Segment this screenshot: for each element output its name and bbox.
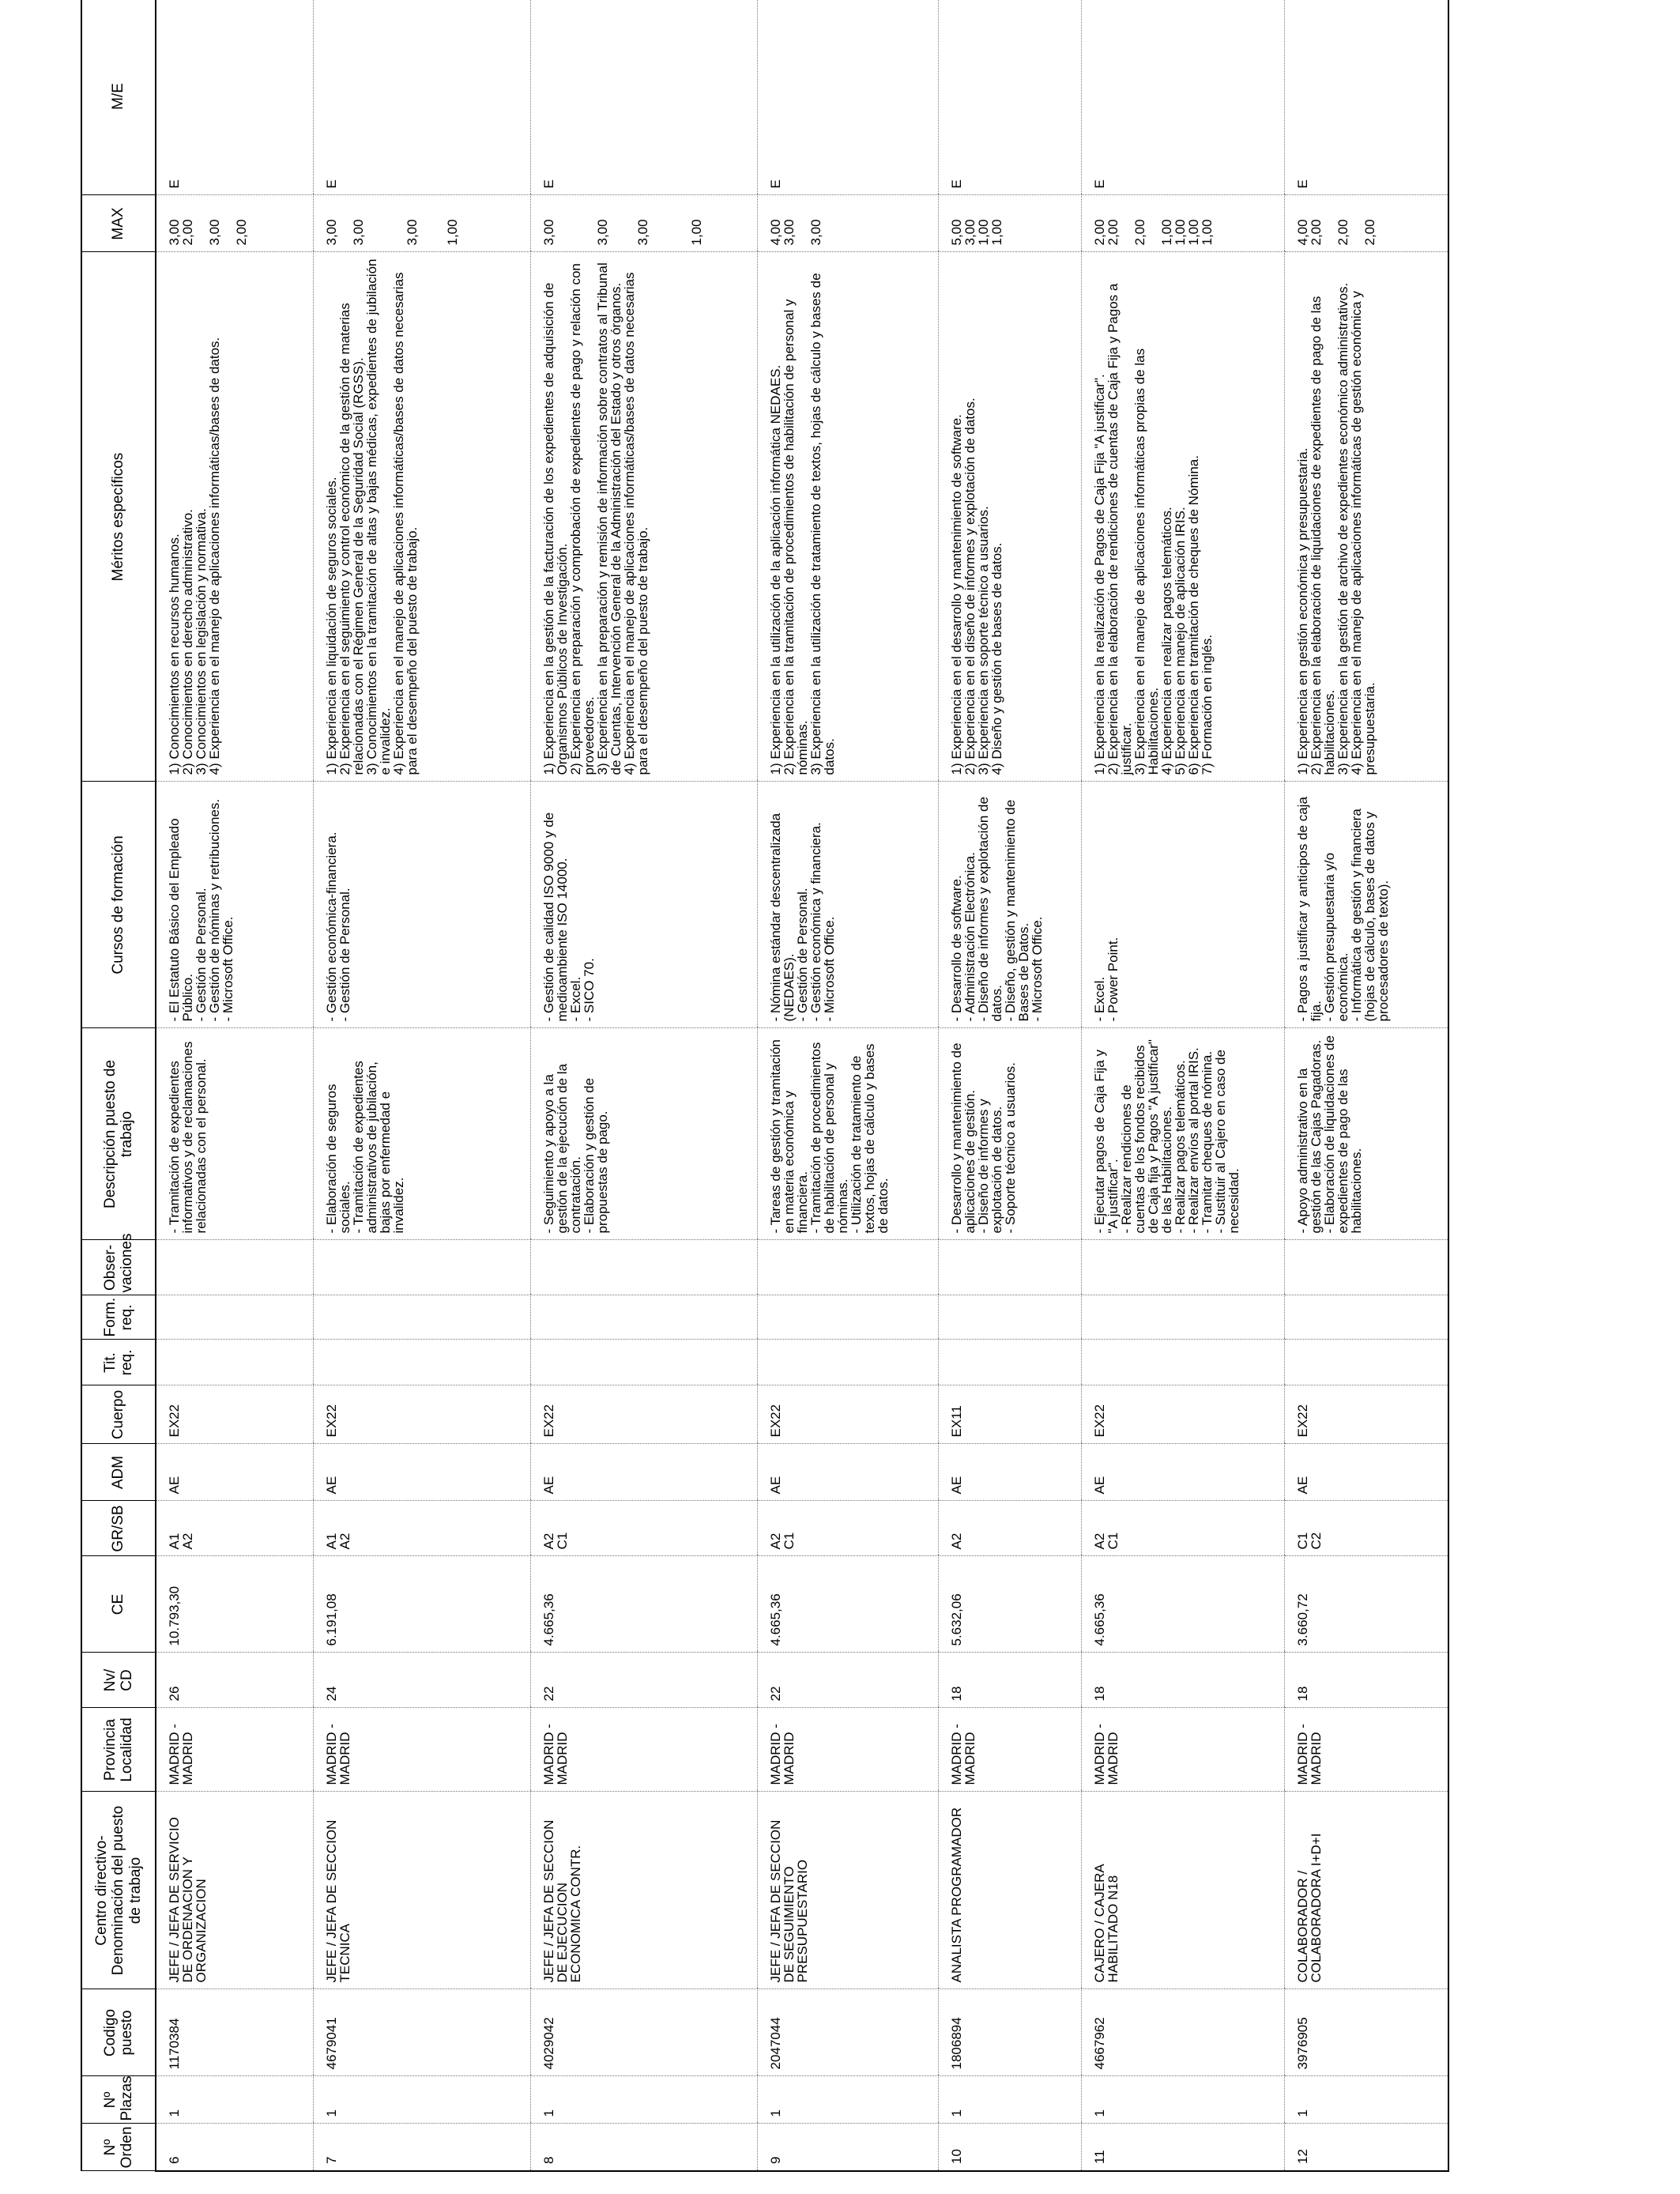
cell-descripcion: - Tareas de gestión y tramitación en materia económica y financiera. - Tramitación de procedimientos de habilitación de personal y nóminas. - Utilización de tratamiento de textos, hojas de cálculo y bases de datos. bbox=[758, 1028, 939, 1240]
cell-nivel: 24 bbox=[314, 1653, 531, 1708]
cell-max: 3,00 3,00 3,00 1,00 bbox=[531, 195, 758, 252]
cell-codigo: 1170384 bbox=[156, 1989, 314, 2076]
cell-descripcion: - Seguimiento y apoyo a la gestión de la ejecución de la contratación. - Elaboración y gestión de propuestas de pago. bbox=[531, 1028, 758, 1240]
cell-provincia: MADRID - MADRID bbox=[939, 1708, 1082, 1792]
cell-nivel: 18 bbox=[1082, 1653, 1285, 1708]
cell-me: E bbox=[758, 0, 939, 195]
job-vacancies-table bbox=[81, 0, 1449, 2172]
cell-provincia: MADRID - MADRID bbox=[1285, 1708, 1449, 1792]
cell-denominacion: ANALISTA PROGRAMADOR bbox=[939, 1792, 1082, 1989]
cell-max: 3,00 2,00 3,00 2,00 bbox=[156, 195, 314, 252]
cell-descripcion: - Tramitación de expedientes informativos y de reclamaciones relacionadas con el personal. bbox=[156, 1028, 314, 1240]
cell-codigo: 4029042 bbox=[531, 1989, 758, 2076]
cell-plazas: 1 bbox=[758, 2076, 939, 2124]
cell-max: 3,00 3,00 3,00 1,00 bbox=[314, 195, 531, 252]
cell-form bbox=[758, 1295, 939, 1340]
cell-meritos: 1) Experiencia en gestión económica y presupuestaria. 2) Experiencia en la elaboración de liquidaciones de expedientes de pago de las habilitaciones. 3) Experiencia en la gestión de archivo de expedientes económico administrativos. 4) Experiencia en el manejo de aplicaciones informáticas de gestión económica y presupuestaria. bbox=[1285, 252, 1449, 782]
cell-cuerpo: EX22 bbox=[156, 1385, 314, 1444]
cell-orden: 12 bbox=[1285, 2124, 1449, 2171]
cell-max: 5,00 3,00 1,00 1,00 bbox=[939, 195, 1082, 252]
cell-cursos: - Desarrollo de software. - Administración Electrónica. - Diseño de informes y explotación de datos. - Diseño, gestión y mantenimiento de Bases de Datos. - Microsoft Office. bbox=[939, 782, 1082, 1028]
header-grsb: GR/SB bbox=[81, 1501, 156, 1556]
cell-me: E bbox=[531, 0, 758, 195]
cell-plazas: 1 bbox=[314, 2076, 531, 2124]
cell-obs bbox=[1285, 1240, 1449, 1295]
cell-denominacion: JEFE / JEFA DE SECCION DE SEGUIMIENTO PRESUPUESTARIO bbox=[758, 1792, 939, 1989]
cell-obs bbox=[314, 1240, 531, 1295]
table-row bbox=[758, 0, 939, 2171]
cell-cursos: - Gestión económica-financiera. - Gestión de Personal. bbox=[314, 782, 531, 1028]
header-meritos: Méritos específicos bbox=[81, 252, 156, 782]
header-row bbox=[81, 0, 156, 2171]
cell-max: 4,00 3,00 3,00 bbox=[758, 195, 939, 252]
cell-ce: 4.665,36 bbox=[758, 1556, 939, 1653]
table-row bbox=[314, 0, 531, 2171]
cell-orden: 9 bbox=[758, 2124, 939, 2171]
cell-meritos: 1) Experiencia en liquidación de seguros sociales. 2) Experiencia en el seguimiento y control económico de la gestión de materias relacionadas con el Régimen General de la Seguridad Social (RGSS). 3) Conocimientos en la tramitación de altas y bajas médicas, expedientes de jubilación e invalidez. 4) Experiencia en el manejo de aplicaciones informáticas/bases de datos necesarias para el desempeño del puesto de trabajo. bbox=[314, 252, 531, 782]
cell-provincia: MADRID - MADRID bbox=[1082, 1708, 1285, 1792]
table-row bbox=[531, 0, 758, 2171]
cell-descripcion: - Desarrollo y mantenimiento de aplicaciones de gestión. - Diseño de informes y explotación de datos. - Soporte técnico a usuarios. bbox=[939, 1028, 1082, 1240]
cell-adm: AE bbox=[758, 1444, 939, 1501]
cell-codigo: 4679041 bbox=[314, 1989, 531, 2076]
cell-obs bbox=[758, 1240, 939, 1295]
cell-form bbox=[156, 1295, 314, 1340]
cell-nivel: 22 bbox=[758, 1653, 939, 1708]
cell-ce: 5.632,06 bbox=[939, 1556, 1082, 1653]
cell-nivel: 18 bbox=[939, 1653, 1082, 1708]
header-adm: ADM bbox=[81, 1444, 156, 1501]
cell-plazas: 1 bbox=[156, 2076, 314, 2124]
header-obs: Obser- vaciones bbox=[81, 1240, 156, 1295]
header-cursos: Cursos de formación bbox=[81, 782, 156, 1028]
cell-grsb: A2 bbox=[939, 1501, 1082, 1556]
cell-grsb: C1 C2 bbox=[1285, 1501, 1449, 1556]
header-codigo: Codigo puesto bbox=[81, 1989, 156, 2076]
cell-meritos: 1) Experiencia en la gestión de la facturación de los expedientes de adquisición de Organismos Públicos de Investigación. 2) Experiencia en preparación y comprobación de expedientes de pago y relación con proveedores. 3) Experiencia en la preparación y remisión de información sobre contratos al Tribunal de Cuentas, Intervención General de la Administración del Estado y otros órganos. 4) Experiencia en el manejo de aplicaciones informáticas/bases de datos necesarias para el desempeño del puesto de trabajo. bbox=[531, 252, 758, 782]
header-provincia: Provincia Localidad bbox=[81, 1708, 156, 1792]
table-row bbox=[156, 0, 314, 2171]
cell-provincia: MADRID - MADRID bbox=[758, 1708, 939, 1792]
cell-orden: 6 bbox=[156, 2124, 314, 2171]
cell-ce: 3.660,72 bbox=[1285, 1556, 1449, 1653]
header-tit: Tit. req. bbox=[81, 1340, 156, 1385]
cell-plazas: 1 bbox=[531, 2076, 758, 2124]
cell-form bbox=[314, 1295, 531, 1340]
cell-orden: 7 bbox=[314, 2124, 531, 2171]
cell-grsb: A1 A2 bbox=[156, 1501, 314, 1556]
cell-tit bbox=[531, 1340, 758, 1385]
cell-provincia: MADRID - MADRID bbox=[314, 1708, 531, 1792]
cell-grsb: A2 C1 bbox=[1082, 1501, 1285, 1556]
header-me: M/E bbox=[81, 0, 156, 195]
cell-max: 2,00 2,00 2,00 1,00 1,00 1,00 1,00 bbox=[1082, 195, 1285, 252]
cell-cursos: - Gestión de calidad ISO 9000 y de medioambiente ISO 14000. - Excel. - SICO 70. bbox=[531, 782, 758, 1028]
cell-me: E bbox=[314, 0, 531, 195]
cell-denominacion: CAJERO / CAJERA HABILITADO N18 bbox=[1082, 1792, 1285, 1989]
cell-plazas: 1 bbox=[939, 2076, 1082, 2124]
cell-provincia: MADRID - MADRID bbox=[156, 1708, 314, 1792]
cell-adm: AE bbox=[1082, 1444, 1285, 1501]
cell-cuerpo: EX22 bbox=[758, 1385, 939, 1444]
cell-nivel: 22 bbox=[531, 1653, 758, 1708]
cell-descripcion: - Ejecutar pagos de Caja Fija y "A justificar". - Realizar rendiciones de cuentas de los fondos recibidos de Caja fija y Pagos "A justificar" de las Habilitaciones. - Realizar pagos telemáticos. - Realizar envíos al portal IRIS. - Tramitar cheques de nómina. - Sustituir al Cajero en caso de necesidad. bbox=[1082, 1028, 1285, 1240]
cell-cuerpo: EX22 bbox=[1285, 1385, 1449, 1444]
cell-cursos: - Excel. - Power Point. bbox=[1082, 782, 1285, 1028]
cell-adm: AE bbox=[314, 1444, 531, 1501]
cell-meritos: 1) Conocimientos en recursos humanos. 2) Conocimientos en derecho administrativo. 3) Conocimientos en legislación y normativa. 4) Experiencia en el manejo de aplicaciones informáticas/bases de datos. bbox=[156, 252, 314, 782]
cell-tit bbox=[758, 1340, 939, 1385]
cell-form bbox=[939, 1295, 1082, 1340]
cell-cursos: - Nómina estándar descentralizada (NEDAES). - Gestión de Personal. - Gestión económica y financiera. - Microsoft Office. bbox=[758, 782, 939, 1028]
header-form: Form. req. bbox=[81, 1295, 156, 1340]
cell-codigo: 2047044 bbox=[758, 1989, 939, 2076]
cell-denominacion: JEFE / JEFA DE SECCION TECNICA bbox=[314, 1792, 531, 1989]
cell-tit bbox=[156, 1340, 314, 1385]
cell-plazas: 1 bbox=[1285, 2076, 1449, 2124]
cell-orden: 11 bbox=[1082, 2124, 1285, 2171]
cell-cuerpo: EX22 bbox=[314, 1385, 531, 1444]
cell-descripcion: - Elaboración de seguros sociales. - Tramitación de expedientes administrativos de jubilación, bajas por enfermedad e invalidez. bbox=[314, 1028, 531, 1240]
cell-ce: 6.191,08 bbox=[314, 1556, 531, 1653]
cell-me: E bbox=[939, 0, 1082, 195]
cell-orden: 8 bbox=[531, 2124, 758, 2171]
cell-denominacion: JEFE / JEFA DE SECCION DE EJECUCION ECONOMICA CONTR. bbox=[531, 1792, 758, 1989]
cell-codigo: 1806894 bbox=[939, 1989, 1082, 2076]
cell-tit bbox=[314, 1340, 531, 1385]
cell-cuerpo: EX22 bbox=[1082, 1385, 1285, 1444]
cell-codigo: 3976905 bbox=[1285, 1989, 1449, 2076]
cell-grsb: A2 C1 bbox=[758, 1501, 939, 1556]
table-row bbox=[939, 0, 1082, 2171]
cell-meritos: 1) Experiencia en el desarrollo y mantenimiento de software. 2) Experiencia en el diseño de informes y explotación de datos. 3) Experiencia en soporte técnico a usuarios. 4) Diseño y gestión de bases de datos. bbox=[939, 252, 1082, 782]
cell-denominacion: JEFE / JEFA DE SERVICIO DE ORDENACION Y ORGANIZACION bbox=[156, 1792, 314, 1989]
cell-nivel: 18 bbox=[1285, 1653, 1449, 1708]
cell-denominacion: COLABORADOR / COLABORADORA I+D+I bbox=[1285, 1792, 1449, 1989]
cell-form bbox=[1285, 1295, 1449, 1340]
header-orden: Nº Orden bbox=[81, 2124, 156, 2171]
cell-cursos: - Pagos a justificar y anticipos de caja fija. - Gestión presupuestaria y/o económica. - Informática de gestión y financiera (hojas de cálculo, bases de datos y procesadores de texto). bbox=[1285, 782, 1449, 1028]
header-ce: CE bbox=[81, 1556, 156, 1653]
cell-cuerpo: EX22 bbox=[531, 1385, 758, 1444]
cell-ce: 10.793,30 bbox=[156, 1556, 314, 1653]
header-descripcion: Descripción puesto de trabajo bbox=[81, 1028, 156, 1240]
cell-form bbox=[531, 1295, 758, 1340]
cell-adm: AE bbox=[939, 1444, 1082, 1501]
cell-obs bbox=[156, 1240, 314, 1295]
cell-meritos: 1) Experiencia en la utilización de la aplicación informática NEDAES. 2) Experiencia en la tramitación de procedimientos de habilitación de personal y nóminas. 3) Experiencia en la utilización de tratamiento de textos, hojas de cálculo y bases de datos. bbox=[758, 252, 939, 782]
cell-grsb: A1 A2 bbox=[314, 1501, 531, 1556]
table-row bbox=[1285, 0, 1449, 2171]
cell-me: E bbox=[156, 0, 314, 195]
cell-nivel: 26 bbox=[156, 1653, 314, 1708]
cell-plazas: 1 bbox=[1082, 2076, 1285, 2124]
cell-obs bbox=[1082, 1240, 1285, 1295]
cell-adm: AE bbox=[156, 1444, 314, 1501]
cell-tit bbox=[1082, 1340, 1285, 1385]
cell-adm: AE bbox=[1285, 1444, 1449, 1501]
header-nvcd: Nv/ CD bbox=[81, 1653, 156, 1708]
cell-orden: 10 bbox=[939, 2124, 1082, 2171]
cell-provincia: MADRID - MADRID bbox=[531, 1708, 758, 1792]
cell-tit bbox=[1285, 1340, 1449, 1385]
cell-obs bbox=[531, 1240, 758, 1295]
cell-meritos: 1) Experiencia en la realización de Pagos de Caja Fija "A justificar". 2) Experiencia en la elaboración de rendiciones de cuentas de Caja Fija y Pagos a justificar. 3) Experiencia en el manejo de aplicaciones informáticas propias de las Habilitaciones. 4) Experiencia en realizar pagos telemáticos. 5) Experiencia en manejo de aplicación IRIS. 6) Experiencia en tramitación de cheques de Nómina. 7) Formación en inglés. bbox=[1082, 252, 1285, 782]
header-cuerpo: Cuerpo bbox=[81, 1385, 156, 1444]
cell-cuerpo: EX11 bbox=[939, 1385, 1082, 1444]
cell-grsb: A2 C1 bbox=[531, 1501, 758, 1556]
cell-ce: 4.665,36 bbox=[1082, 1556, 1285, 1653]
cell-descripcion: - Apoyo administrativo en la gestión de las Cajas Pagadoras. - Elaboración de liquidaciones de expedientes de pago de las habilitaciones. bbox=[1285, 1028, 1449, 1240]
cell-codigo: 4667962 bbox=[1082, 1989, 1285, 2076]
cell-max: 4,00 2,00 2,00 2,00 bbox=[1285, 195, 1449, 252]
header-centro: Centro directivo- Denominación del puesto de trabajo bbox=[81, 1792, 156, 1989]
cell-obs bbox=[939, 1240, 1082, 1295]
header-plazas: Nº Plazas bbox=[81, 2076, 156, 2124]
cell-me: E bbox=[1285, 0, 1449, 195]
cell-tit bbox=[939, 1340, 1082, 1385]
cell-ce: 4.665,36 bbox=[531, 1556, 758, 1653]
header-max: MAX bbox=[81, 195, 156, 252]
cell-me: E bbox=[1082, 0, 1285, 195]
table-row bbox=[1082, 0, 1285, 2171]
cell-adm: AE bbox=[531, 1444, 758, 1501]
cell-cursos: - El Estatuto Básico del Empleado Público. - Gestión de Personal. - Gestión de nóminas y retribuciones. - Microsoft Office. bbox=[156, 782, 314, 1028]
cell-form bbox=[1082, 1295, 1285, 1340]
